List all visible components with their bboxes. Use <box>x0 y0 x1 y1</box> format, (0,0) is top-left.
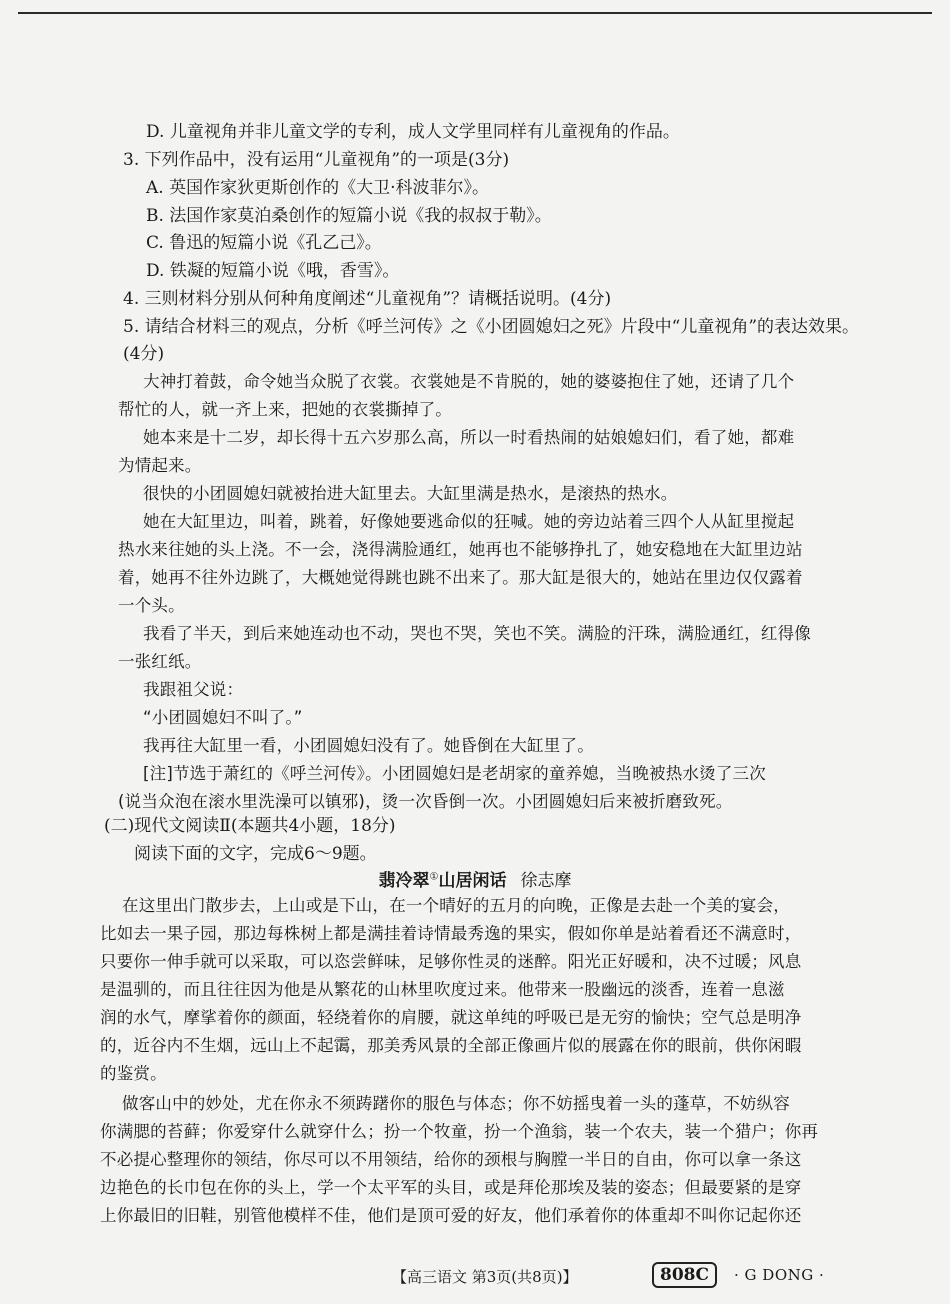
question-3: 3. 下列作品中，没有运用“儿童视角”的一项是(3分) <box>123 150 510 170</box>
essay-title <box>0 866 950 891</box>
option-line: D. 儿童视角并非儿童文学的专利，成人文学里同样有儿童视角的作品。 <box>146 122 680 142</box>
passage-line: 一个头。 <box>118 596 185 615</box>
passage-line: 我看了半天，到后来她连动也不动，哭也不哭，笑也不笑。满脸的汗珠，满脸通红，红得像 <box>143 624 811 643</box>
essay-line: 边艳色的长巾包在你的头上，学一个太平军的头目，或是拜伦那埃及装的姿态；但最要紧的是穿 <box>100 1178 802 1197</box>
brand-mark: · G DONG · <box>734 1266 825 1284</box>
essay-title-main: 翡冷翠 <box>378 871 430 891</box>
passage-line: 热水来往她的头上浇。不一会，浇得满脸通红，她再也不能够挣扎了，她安稳地在大缸里边站 <box>118 540 803 559</box>
footnote-marker: ① <box>429 871 439 883</box>
option-c: C. 鲁迅的短篇小说《孔乙己》。 <box>146 233 382 253</box>
essay-line: 润的水气，摩挲着你的颜面，轻绕着你的肩腰，就这单纯的呼吸已是无穷的愉快；空气总是明净 <box>100 1008 802 1027</box>
passage-note: [注]节选于萧红的《呼兰河传》。小团圆媳妇是老胡家的童养媳，当晚被热水烫了三次 <box>143 764 766 783</box>
option-a: A. 英国作家狄更斯创作的《大卫·科波菲尔》。 <box>146 178 489 198</box>
question-5-points: (4分) <box>123 344 165 364</box>
essay-line: 的，近谷内不生烟，远山上不起霭，那美秀风景的全部正像画片似的展露在你的眼前，供你闲暇 <box>100 1036 802 1055</box>
page-info: 【高三语文 第3页(共8页)】 <box>392 1268 578 1286</box>
passage-line: “小团圆媳妇不叫了。” <box>143 708 303 727</box>
essay-line: 不必提心整理你的领结，你尽可以不用领结，给你的颈根与胸膛一半日的自由，你可以拿一条这 <box>100 1150 802 1169</box>
passage-line: 她在大缸里边，叫着，跳着，好像她要逃命似的狂喊。她的旁边站着三四个人从缸里搅起 <box>143 512 795 531</box>
passage-line: 着，她再不往外边跳了，大概她觉得跳也跳不出来了。那大缸是很大的，她站在里边仅仅露着 <box>118 568 803 587</box>
passage-line: 很快的小团圆媳妇就被抬进大缸里去。大缸里满是热水，是滚热的热水。 <box>143 484 678 503</box>
passage-line: 她本来是十二岁，却长得十五六岁那么高，所以一时看热闹的姑娘媳妇们，看了她，都难 <box>143 428 795 447</box>
instruction: 阅读下面的文字，完成6～9题。 <box>134 844 377 864</box>
essay-line: 上你最旧的旧鞋，别管他模样不佳，他们是顶可爱的好友，他们承着你的体重却不叫你记起你还 <box>100 1206 802 1225</box>
essay-line: 在这里出门散步去，上山或是下山，在一个晴好的五月的向晚，正像是去赴一个美的宴会， <box>122 896 790 915</box>
passage-line: 我再往大缸里一看，小团圆媳妇没有了。她昏倒在大缸里了。 <box>143 736 594 755</box>
passage-line: 我跟祖父说： <box>143 680 244 699</box>
essay-line: 是温驯的，而且往往因为他是从繁花的山林里吹度过来。他带来一股幽远的淡香，连着一息滋 <box>100 980 785 999</box>
option-d: D. 铁凝的短篇小说《哦，香雪》。 <box>146 261 400 281</box>
essay-line: 做客山中的妙处，尤在你永不须踌躇你的服色与体态；你不妨摇曳着一头的蓬草，不妨纵容 <box>122 1094 790 1113</box>
essay-line: 你满腮的苔藓；你爱穿什么就穿什么；扮一个牧童，扮一个渔翁，装一个农夫，装一个猎户；你再 <box>100 1122 819 1141</box>
section-heading: (二)现代文阅读Ⅱ(本题共4小题，18分) <box>104 816 396 836</box>
essay-line: 比如去一果子园，那边每株树上都是满挂着诗情最秀逸的果实，假如你单是站着看还不满意时， <box>100 924 802 943</box>
essay-line: 的鉴赏。 <box>100 1064 167 1083</box>
essay-title-rest: 山居闲话 <box>438 871 507 891</box>
passage-line: 为情起来。 <box>118 456 202 475</box>
passage-line: 大神打着鼓，命令她当众脱了衣裳。衣裳她是不肯脱的，她的婆婆抱住了她，还请了几个 <box>143 372 795 391</box>
question-5: 5. 请结合材料三的观点，分析《呼兰河传》之《小团圆媳妇之死》片段中“儿童视角”的表达效果。 <box>123 317 860 337</box>
essay-author: 徐志摩 <box>520 871 572 891</box>
option-b: B. 法国作家莫泊桑创作的短篇小说《我的叔叔于勒》。 <box>146 206 552 226</box>
question-4: 4. 三则材料分别从何种角度阐述“儿童视角”？请概括说明。(4分) <box>123 289 612 309</box>
passage-line: 帮忙的人，就一齐上来，把她的衣裳撕掉了。 <box>118 400 452 419</box>
exam-code: 808C <box>652 1262 717 1288</box>
essay-line: 只要你一伸手就可以采取，可以恣尝鲜味，足够你性灵的迷醉。阳光正好暖和，决不过暖；风息 <box>100 952 802 971</box>
passage-note: (说当众泡在滚水里洗澡可以镇邪)，烫一次昏倒一次。小团圆媳妇后来被折磨致死。 <box>118 792 733 811</box>
passage-line: 一张红纸。 <box>118 652 202 671</box>
